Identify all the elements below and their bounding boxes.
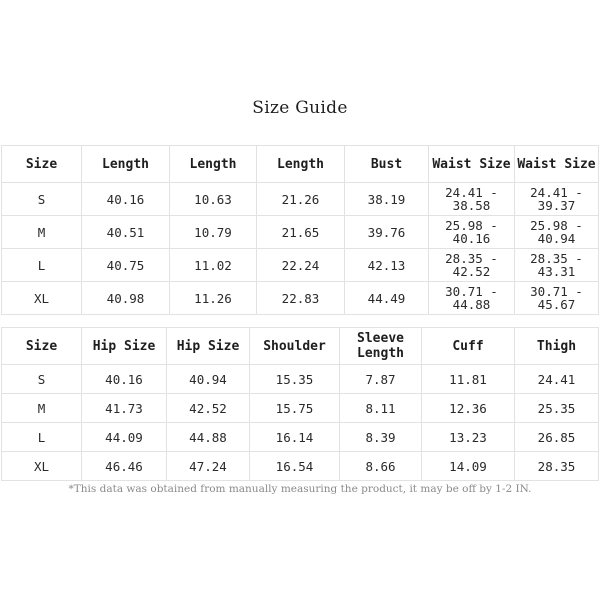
table-cell [515, 282, 599, 315]
range-value: 28.35 - 42.52 [445, 251, 498, 279]
table-cell [429, 249, 515, 282]
table-cell: 8.66 [340, 452, 422, 481]
table-cell: 25.35 [515, 394, 599, 423]
range-value: 25.98 - 40.94 [530, 218, 583, 246]
table-cell: 21.65 [257, 216, 345, 249]
table-cell: 47.24 [167, 452, 250, 481]
table-cell: 11.26 [170, 282, 257, 315]
size-cell: M [2, 394, 82, 423]
size-table-lower [1, 327, 599, 481]
table-cell: 11.81 [422, 365, 515, 394]
table-row [2, 423, 599, 452]
table-cell: 46.46 [82, 452, 167, 481]
table-cell: 14.09 [422, 452, 515, 481]
table-cell: 22.83 [257, 282, 345, 315]
header-cell: Thigh [515, 328, 599, 365]
table-cell: 40.94 [167, 365, 250, 394]
size-cell: S [2, 183, 82, 216]
table-cell: 10.63 [170, 183, 257, 216]
range-value: 24.41 - 39.37 [530, 185, 583, 213]
table-cell: 40.98 [82, 282, 170, 315]
table-cell: 13.23 [422, 423, 515, 452]
table-cell: 15.35 [250, 365, 340, 394]
table-cell: 44.49 [345, 282, 429, 315]
table-cell: 40.16 [82, 183, 170, 216]
range-value: 30.71 - 45.67 [530, 284, 583, 312]
table-cell: 39.76 [345, 216, 429, 249]
table-cell: 21.26 [257, 183, 345, 216]
table-cell: 12.36 [422, 394, 515, 423]
size-cell: S [2, 365, 82, 394]
size-cell: M [2, 216, 82, 249]
table-cell: 40.16 [82, 365, 167, 394]
table-cell: 40.75 [82, 249, 170, 282]
table-cell: 22.24 [257, 249, 345, 282]
table-cell: 41.73 [82, 394, 167, 423]
header-cell: Cuff [422, 328, 515, 365]
header-cell: Hip Size [167, 328, 250, 365]
table-header-row [2, 328, 599, 365]
size-cell: XL [2, 452, 82, 481]
table-cell [429, 282, 515, 315]
table-cell: 8.11 [340, 394, 422, 423]
header-cell: Length [170, 146, 257, 183]
table-cell [515, 183, 599, 216]
table-row [2, 282, 599, 315]
range-value: 28.35 - 43.31 [530, 251, 583, 279]
range-value: 25.98 - 40.16 [445, 218, 498, 246]
measurement-disclaimer: *This data was obtained from manually measuring the product, it may be off by 1-2 IN. [68, 483, 532, 495]
size-cell: L [2, 249, 82, 282]
table-cell [515, 216, 599, 249]
header-cell: Hip Size [82, 328, 167, 365]
table-cell: 10.79 [170, 216, 257, 249]
size-table-upper [1, 145, 599, 315]
table-cell: 8.39 [340, 423, 422, 452]
table-cell: 44.09 [82, 423, 167, 452]
table-cell: 16.14 [250, 423, 340, 452]
header-cell: Length [82, 146, 170, 183]
table-cell: 11.02 [170, 249, 257, 282]
table-cell: 15.75 [250, 394, 340, 423]
table-cell: 28.35 [515, 452, 599, 481]
header-label: Sleeve Length [357, 331, 404, 361]
table-cell [429, 216, 515, 249]
header-cell: Size [2, 328, 82, 365]
table-row [2, 249, 599, 282]
table-row [2, 216, 599, 249]
table-cell: 7.87 [340, 365, 422, 394]
header-cell [340, 328, 422, 365]
page-title: Size Guide [252, 98, 348, 118]
table-cell: 38.19 [345, 183, 429, 216]
table-cell [429, 183, 515, 216]
table-row [2, 452, 599, 481]
table-cell: 40.51 [82, 216, 170, 249]
table-row [2, 365, 599, 394]
table-header-row [2, 146, 599, 183]
header-cell: Bust [345, 146, 429, 183]
table-cell [515, 249, 599, 282]
size-cell: XL [2, 282, 82, 315]
header-cell: Waist Size [429, 146, 515, 183]
header-cell: Shoulder [250, 328, 340, 365]
header-cell: Length [257, 146, 345, 183]
range-value: 30.71 - 44.88 [445, 284, 498, 312]
table-cell: 26.85 [515, 423, 599, 452]
table-row [2, 394, 599, 423]
table-cell: 16.54 [250, 452, 340, 481]
table-cell: 42.13 [345, 249, 429, 282]
table-row [2, 183, 599, 216]
header-cell: Waist Size [515, 146, 599, 183]
header-cell: Size [2, 146, 82, 183]
table-cell: 42.52 [167, 394, 250, 423]
table-cell: 44.88 [167, 423, 250, 452]
table-cell: 24.41 [515, 365, 599, 394]
range-value: 24.41 - 38.58 [445, 185, 498, 213]
size-cell: L [2, 423, 82, 452]
